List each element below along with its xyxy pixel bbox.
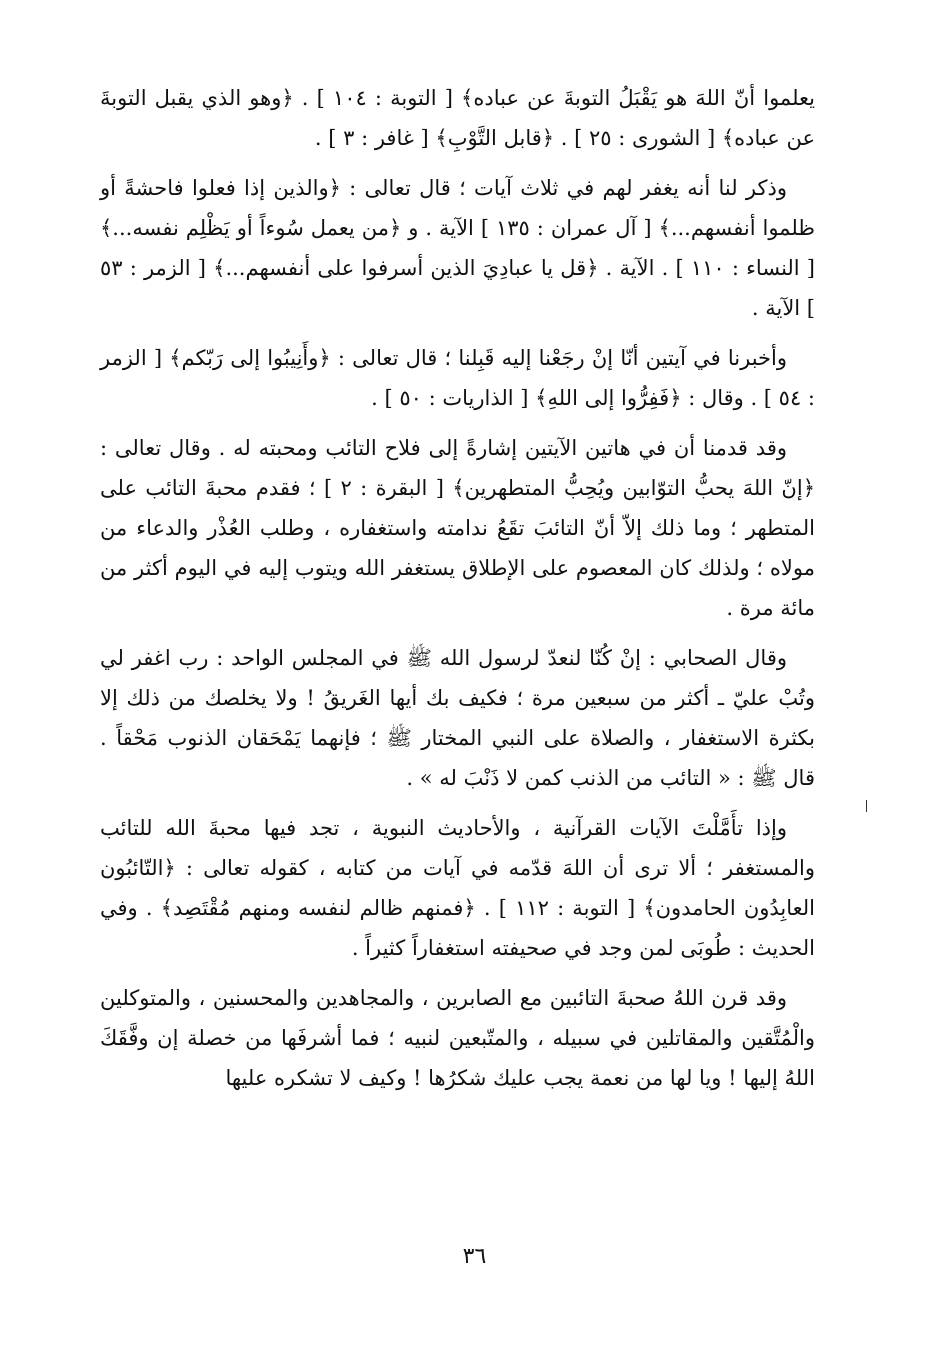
margin-mark xyxy=(866,800,867,812)
paragraph-6: وإذا تأَمَّلْتَ الآيات القرآنية ، والأحاديث النبوية ، تجد فيها محبةَ الله للتائب والمستغفر ؛ ألا ترى أن اللهَ قدّمه في آيات من كتابه ، كقوله تعالى : ﴿التّائبُون العابِدُون الحامدون﴾ [ التوبة : ١١٢ ] . ﴿فمنهم ظالم لنفسه ومنهم مُقْتَصِد﴾ . وفي الحديث : طُوبَى لمن وجد في صحيفته استغفاراً كثيراً . xyxy=(100,816,816,960)
paragraph-4: وقد قدمنا أن في هاتين الآيتين إشارةً إلى فلاح التائب ومحبته له . وقال تعالى : ﴿إنّ اللهَ يحبُّ التوّابين ويُحِبُّ المتطهرين﴾ [ البقرة : ٢ ] ؛ فقدم محبةَ التائب على المتطهر ؛ وما ذلك إلاّ أنّ التائبَ تقَعُ ندامته واستغفاره ، وطلب العُذْر والدعاء من مولاه ؛ ولذلك كان المعصوم على الإطلاق يستغفر الله ويتوب إليه في اليوم أكثر من مائة مرة . xyxy=(100,436,815,620)
paragraph-2: وذكر لنا أنه يغفر لهم في ثلاث آيات ؛ قال تعالى : ﴿والذين إذا فعلوا فاحشةً أو ظلموا أنفسهم...﴾ [ آل عمران : ١٣٥ ] الآية . و ﴿من يعمل سُوءاً أو يَظْلِم نفسه...﴾ [ النساء : ١١٠ ] . الآية . ﴿قل يا عبادِيَ الذين أسرفوا على أنفسهم...﴾ [ الزمر : ٥٣ ] الآية . xyxy=(100,176,815,320)
paragraph-5: وقال الصحابي : إنْ كُنّا لنعدّ لرسول الله ﷺ في المجلس الواحد : رب اغفر لي وتُبْ عليّ ـ أكثر من سبعين مرة ؛ فكيف بك أيها الغَريقُ ! ولا يخلصك من ذلك إلا بكثرة الاستغفار ، والصلاة على النبي المختار ﷺ ؛ فإنهما يَمْحَقان الذنوب مَحْقاً . قال ﷺ : « التائب من الذنب كمن لا ذَنْبَ له » . xyxy=(100,646,815,790)
page-number: ٣٦ xyxy=(462,1244,487,1269)
paragraph-7: وقد قرن اللهُ صحبةَ التائبين مع الصابرين ، والمجاهدين والمحسنين ، والمتوكلين والْمُتَّقين والمقاتلين في سبيله ، والمتّبعين لنبيه ؛ فما أشرفَها من خصلة إن وفَّقَكَ اللهُ إليها ! ويا لها من نعمة يجب عليك شكرُها ! وكيف لا تشكره عليها xyxy=(100,986,815,1090)
paragraph-3: وأخبرنا في آيتين أنّا إنْ رجَعْنا إليه قَبِلنا ؛ قال تعالى : ﴿وأَنِيبُوا إلى رَبّكم﴾ [ الزمر : ٥٤ ] . وقال : ﴿فَفِرُّوا إلى اللهِ﴾ [ الذاريات : ٥٠ ] . xyxy=(100,346,815,410)
page-body xyxy=(100,78,815,1285)
paragraph-1: يعلموا أنّ اللهَ هو يَقْبَلُ التوبةَ عن عباده﴾ [ التوبة : ١٠٤ ] . ﴿وهو الذي يقبل التوبةَ عن عباده﴾ [ الشورى : ٢٥ ] . ﴿قابل التَّوْبِ﴾ [ غافر : ٣ ] . xyxy=(100,86,815,150)
